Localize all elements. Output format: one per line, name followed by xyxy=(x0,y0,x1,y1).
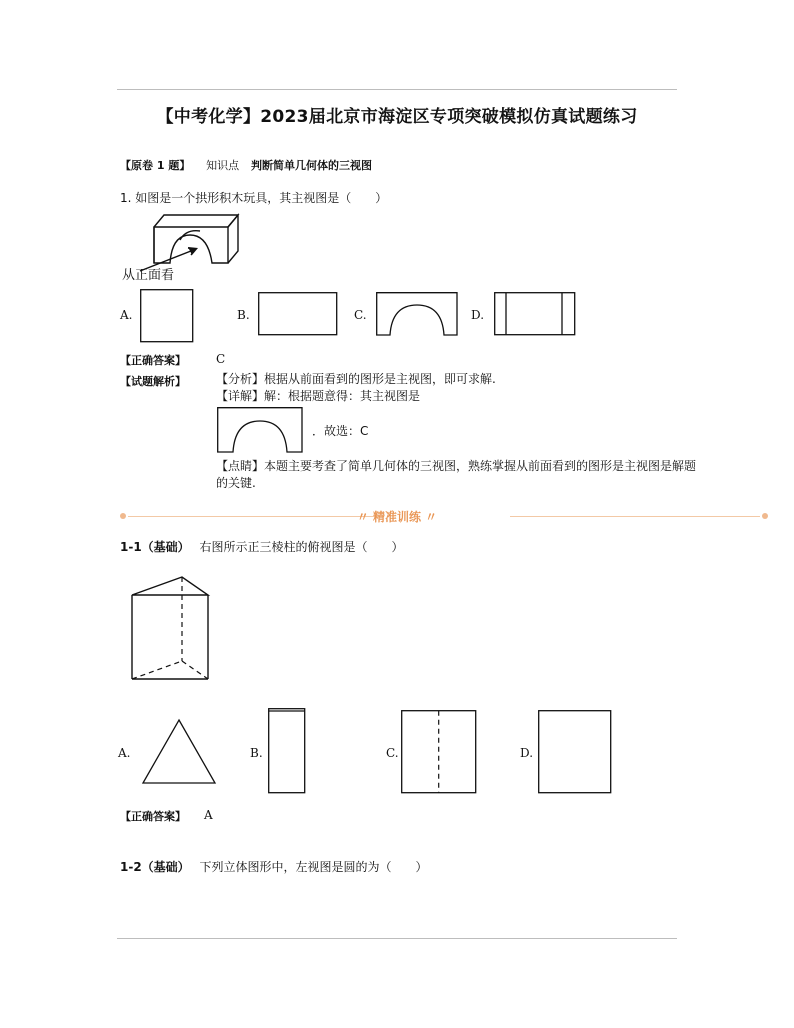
practice-option-c-rectangle-dashed xyxy=(401,710,477,794)
page-title: 【中考化学】2023届北京市海淀区专项突破模拟仿真试题练习 xyxy=(156,107,638,127)
knowledge-label: 知识点 xyxy=(206,159,240,172)
bottom-rule xyxy=(117,938,677,939)
practice-answer-value: A xyxy=(204,808,213,822)
choice-text: ．故选：C xyxy=(312,424,369,438)
detail-text: 【详解】解：根据题意得：其主视图是 xyxy=(216,389,421,403)
practice-option-b-label: B. xyxy=(250,746,263,760)
analysis-label: 【试题解析】 xyxy=(120,375,186,388)
knowledge-value: 判断简单几何体的三视图 xyxy=(251,159,373,172)
option-d-label: D. xyxy=(471,308,485,322)
question-meta xyxy=(120,157,372,173)
practice-q2-number: 1-2（基础） xyxy=(120,860,190,874)
practice-q2-text: 下列立体图形中，左视图是圆的为（ ） xyxy=(199,860,428,874)
option-a-square xyxy=(140,289,194,343)
tip-line-2: 的关键. xyxy=(216,476,256,490)
tip-line-1: 【点睛】本题主要考查了简单几何体的三视图，熟练掌握从前面看到的图形是主视图是解题 xyxy=(216,459,697,473)
answer-label: 【正确答案】 xyxy=(120,354,186,367)
option-d-rectangle-lines xyxy=(494,292,576,336)
option-b-label: B. xyxy=(237,308,250,322)
practice-q1-text: 右图所示正三棱柱的俯视图是（ ） xyxy=(199,540,404,554)
practice-q1-number: 1-1（基础） xyxy=(120,540,190,554)
top-rule xyxy=(117,89,677,90)
answer-arch-figure xyxy=(217,407,303,453)
practice-q2 xyxy=(120,858,428,875)
practice-answer-label: 【正确答案】 xyxy=(120,810,186,823)
option-c-arch xyxy=(376,292,458,336)
figure-caption: 从正面看 xyxy=(122,268,175,283)
option-b-rectangle xyxy=(258,292,338,336)
practice-option-d-rectangle xyxy=(538,710,612,794)
original-tag: 【原卷 1 题】 xyxy=(120,159,191,172)
practice-q1 xyxy=(120,538,404,555)
practice-option-b-rectangle xyxy=(268,708,306,794)
practice-option-a-triangle xyxy=(142,719,216,785)
option-a-label: A. xyxy=(120,308,133,322)
practice-option-d-label: D. xyxy=(520,746,534,760)
analysis-text: 【分析】根据从前面看到的图形是主视图，即可求解. xyxy=(216,372,496,386)
practice-section-title: 〃 精准训练 〃 xyxy=(356,510,438,524)
answer-value: C xyxy=(216,352,226,366)
option-c-label: C. xyxy=(354,308,367,322)
triangular-prism-figure xyxy=(130,575,214,683)
practice-option-a-label: A. xyxy=(118,746,131,760)
practice-option-c-label: C. xyxy=(386,746,399,760)
question-1-text: 1. 如图是一个拱形积木玩具，其主视图是（ ） xyxy=(120,191,388,205)
